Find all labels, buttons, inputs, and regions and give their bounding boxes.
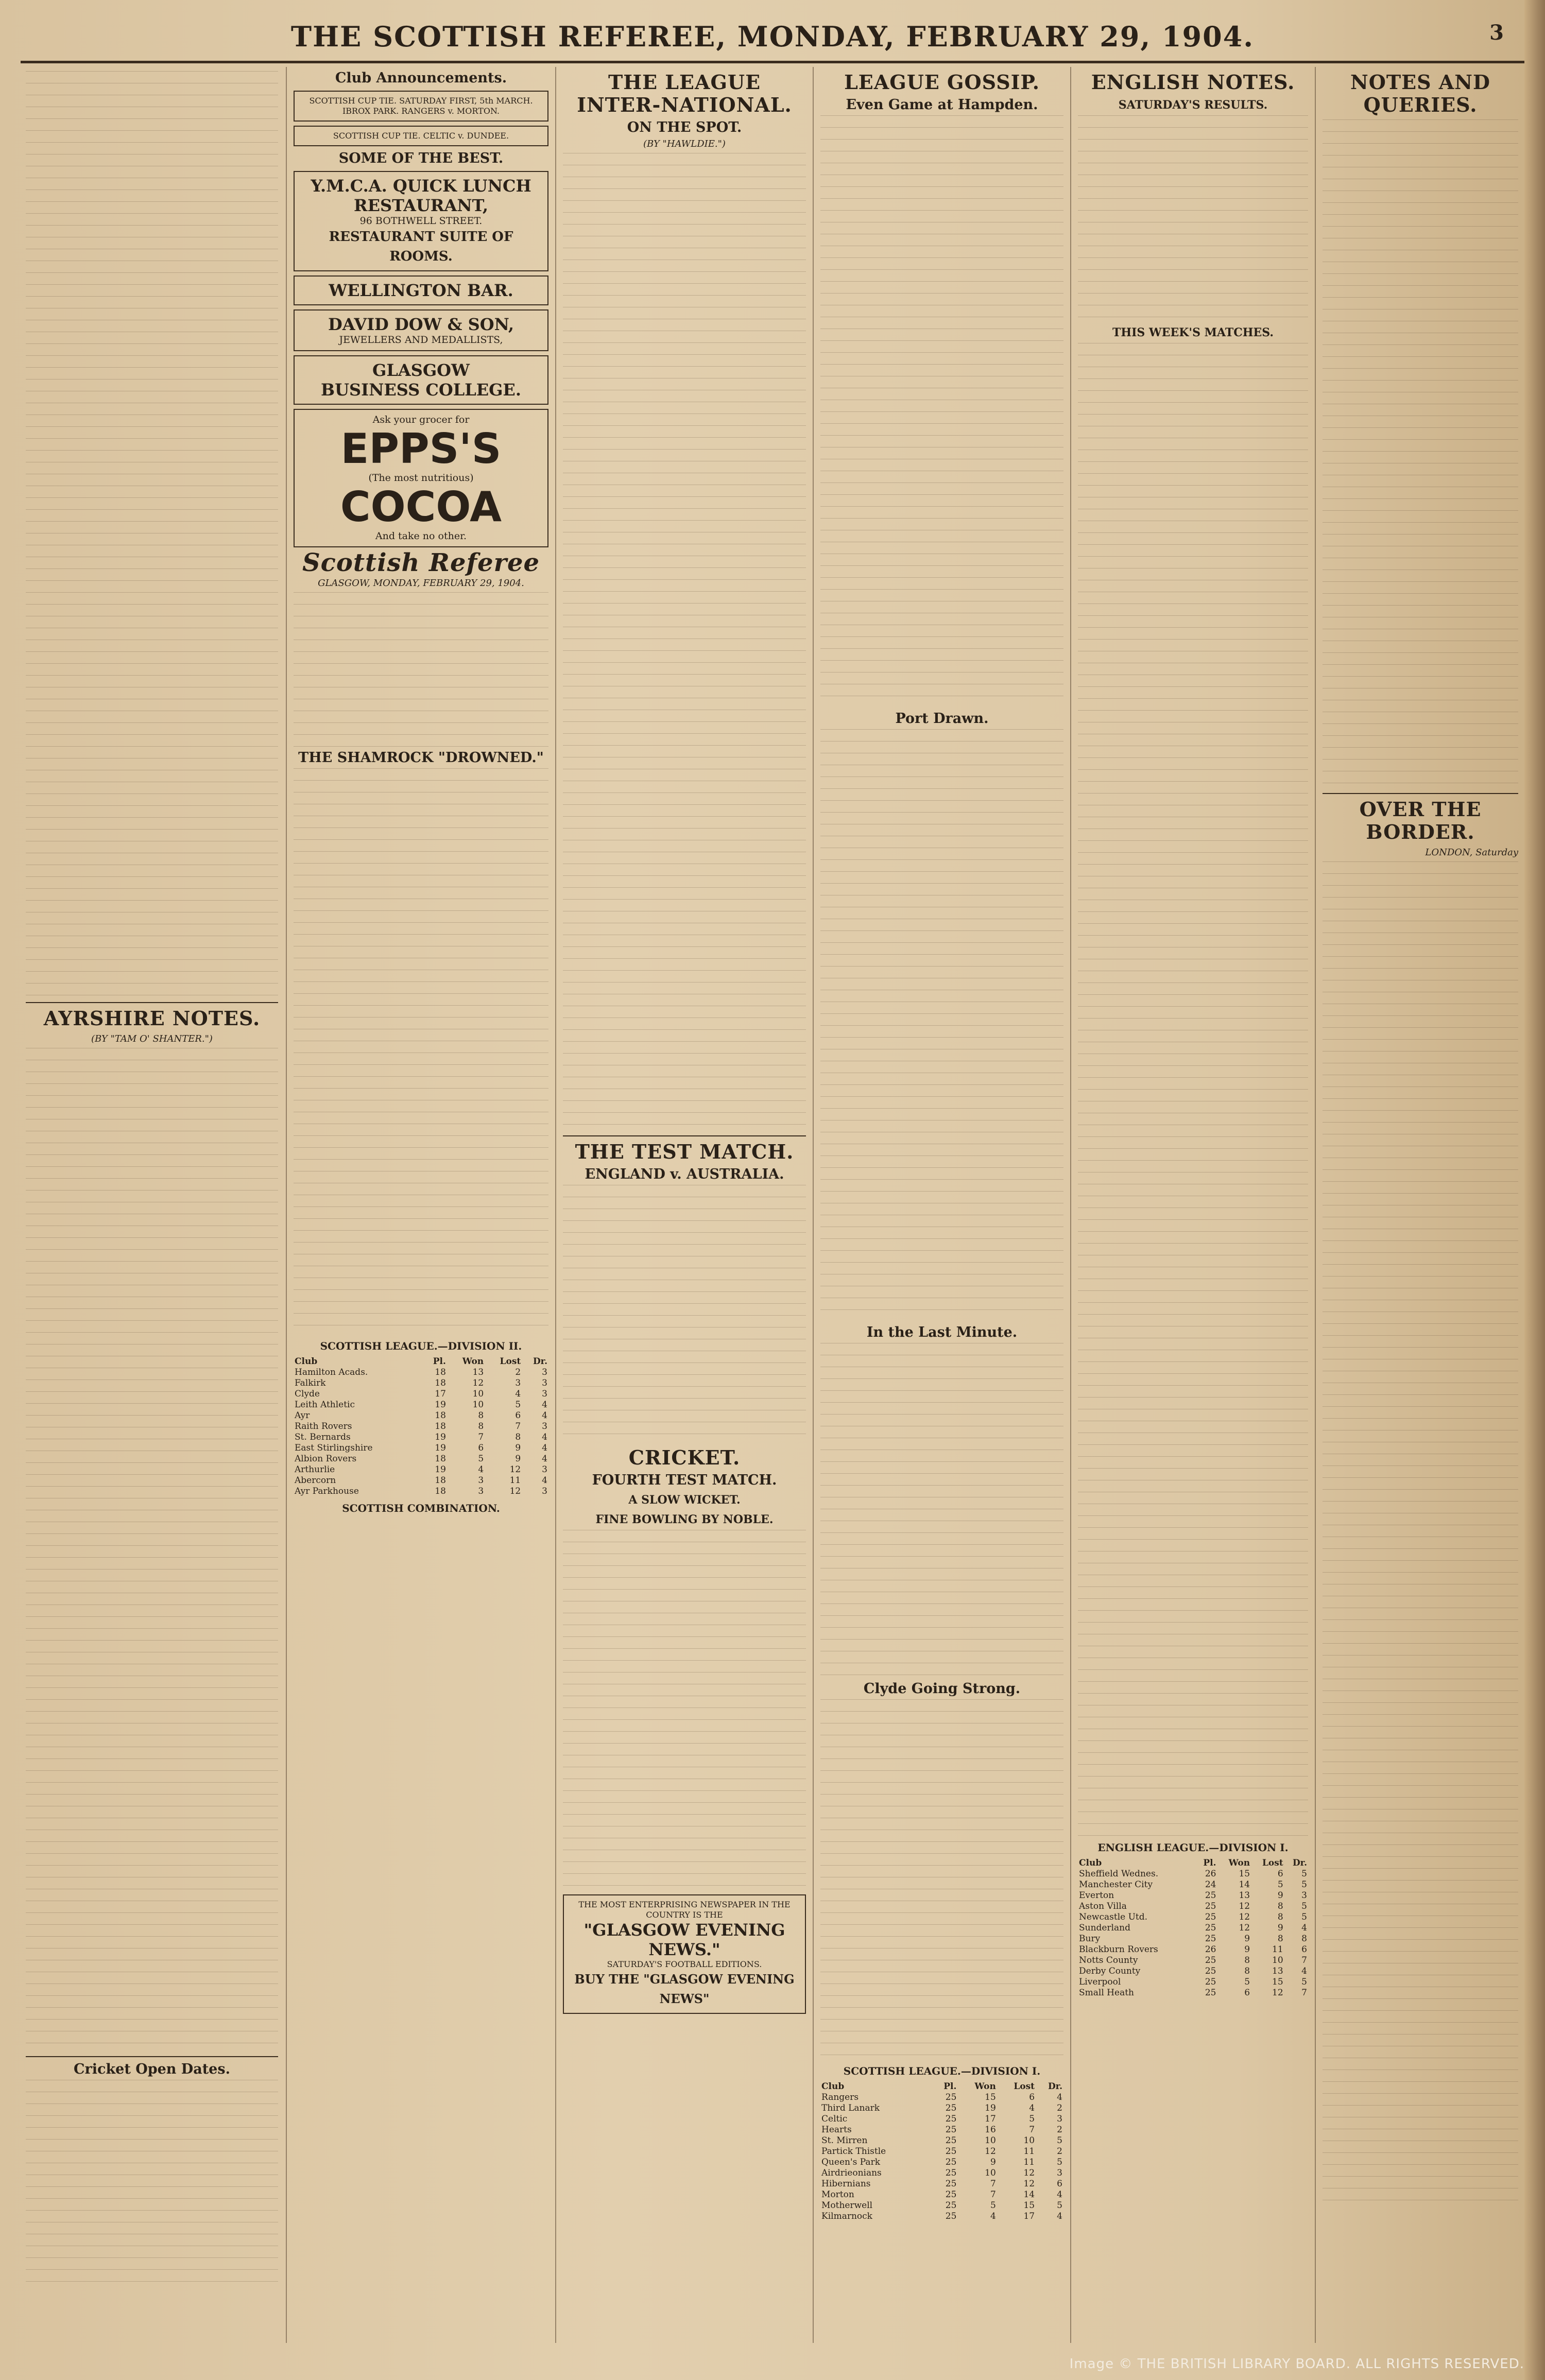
text-block — [820, 729, 1063, 1321]
column-6 — [1317, 67, 1523, 2343]
saturday-report: SATURDAY'S FOOTBALL EDITIONS. — [607, 1959, 762, 1969]
text-block — [294, 768, 548, 1335]
column-rule — [286, 67, 287, 2343]
college-line-1: GLASGOW — [372, 360, 470, 380]
table-row: Blackburn Rovers 26 9 11 6 — [1079, 1944, 1307, 1955]
league1-table — [820, 2081, 1063, 2222]
text-block — [563, 1530, 806, 1890]
noble-heading: FINE BOWLING BY NOBLE. — [595, 1513, 774, 1526]
table-row: East Stirlingshire 19 6 9 4 — [295, 1443, 547, 1453]
table-row: Motherwell 25 5 15 5 — [821, 2200, 1062, 2211]
page-number: 3 — [1489, 21, 1504, 45]
masthead-rule — [21, 61, 1524, 63]
league1-heading: SCOTTISH LEAGUE.—DIVISION I. — [843, 2065, 1041, 2077]
text-block — [294, 592, 548, 747]
table-row: Partick Thistle 25 12 11 2 — [821, 2146, 1062, 2157]
buy-line: BUY THE "GLASGOW EVENING NEWS" — [574, 1972, 795, 2006]
test-subheading: ENGLAND v. AUSTRALIA. — [585, 1166, 784, 1182]
restaurant-title: RESTAURANT SUITE OF ROOMS. — [329, 229, 513, 264]
referee-logo: Scottish Referee — [302, 548, 540, 577]
table-row: St. Mirren 25 10 10 5 — [821, 2135, 1062, 2146]
text-block — [26, 1048, 278, 2052]
table-row: Raith Rovers 18 8 7 3 — [295, 1421, 547, 1432]
cup-tie-ad: SCOTTISH CUP TIE. SATURDAY FIRST, 5th MARCH. IBROX PARK. RANGERS v. MORTON. — [294, 91, 548, 122]
table-row: Abercorn 18 3 11 4 — [295, 1475, 547, 1486]
column-rule — [813, 67, 814, 2343]
port-drawn: Port Drawn. — [895, 711, 989, 727]
last-minute: In the Last Minute. — [866, 1324, 1018, 1340]
evening-news-ad — [563, 1894, 806, 2014]
border-dateline: LONDON, Saturday — [1425, 847, 1518, 858]
table-row: Sunderland 25 12 9 4 — [1079, 1923, 1307, 1933]
college-ad — [294, 355, 548, 405]
text-block — [820, 1699, 1063, 2060]
table-row: Hibernians 25 7 12 6 — [821, 2179, 1062, 2189]
table-row: Albion Rovers 18 5 9 4 — [295, 1454, 547, 1464]
cup-tie-ad: SCOTTISH CUP TIE. CELTIC v. DUNDEE. — [294, 126, 548, 146]
text-block — [820, 115, 1063, 708]
cricket-dates-heading: Cricket Open Dates. — [74, 2061, 230, 2077]
cocoa-subtitle: And take no other. — [375, 530, 467, 542]
text-block — [1323, 119, 1518, 789]
results-heading: SATURDAY'S RESULTS. — [1118, 98, 1268, 112]
evening-news-title: "GLASGOW EVENING NEWS." — [583, 1920, 785, 1959]
ymca-address: 96 BOTHWELL STREET. — [359, 215, 483, 227]
table-row: Everton 25 13 9 3 — [1079, 1890, 1307, 1901]
table-row: Leith Athletic 19 10 5 4 — [295, 1400, 547, 1410]
wellington-title: WELLINGTON BAR. — [329, 281, 513, 300]
college-line-2: BUSINESS COLLEGE. — [321, 380, 521, 400]
table-row: Kilmarnock 25 4 17 4 — [821, 2211, 1062, 2221]
ayrshire-byline: (BY "TAM O' SHANTER.") — [91, 1033, 213, 1044]
column-4 — [815, 67, 1069, 2343]
ayrshire-heading: AYRSHIRE NOTES. — [43, 1007, 261, 1030]
epps-title: EPPS'S — [340, 425, 502, 473]
masthead: THE SCOTTISH REFEREE, MONDAY, FEBRUARY 29, 1904. — [290, 20, 1255, 53]
international-heading: THE LEAGUE INTER-NATIONAL. — [577, 71, 792, 116]
table-row: Ayr Parkhouse 18 3 12 3 — [295, 1486, 547, 1496]
even-game: Even Game at Hampden. — [846, 97, 1038, 113]
table-row: Celtic 25 17 5 3 — [821, 2114, 1062, 2124]
column-2 — [288, 67, 554, 2343]
table-row: Arthurlie 19 4 12 3 — [295, 1464, 547, 1475]
table-header: Club Pl. Won Lost Dr. — [295, 1356, 547, 1367]
text-block — [563, 1185, 806, 1442]
text-block — [1078, 343, 1308, 1836]
combination-heading: SCOTTISH COMBINATION. — [342, 1502, 500, 1514]
border-heading: OVER THE BORDER. — [1359, 798, 1482, 843]
table-row: Aston Villa 25 12 8 5 — [1079, 1901, 1307, 1911]
table-row: Airdrieonians 25 10 12 3 — [821, 2168, 1062, 2178]
dow-subtitle: JEWELLERS AND MEDALLISTS, — [339, 334, 503, 346]
epps-subtitle: (The most nutritious) — [368, 472, 474, 484]
on-the-spot: ON THE SPOT. — [627, 119, 742, 135]
cocoa-title: COCOA — [340, 483, 502, 531]
column-rule — [1070, 67, 1071, 2343]
table-row: Morton 25 7 14 4 — [821, 2189, 1062, 2200]
divider — [26, 2056, 278, 2057]
divider — [1323, 793, 1518, 794]
clyde-strong: Clyde Going Strong. — [863, 1681, 1021, 1697]
text-block — [563, 153, 806, 1131]
cricket-heading: CRICKET. — [628, 1446, 741, 1469]
gossip-heading: LEAGUE GOSSIP. — [844, 71, 1040, 94]
international-byline: (BY "HAWLDIE.") — [643, 139, 726, 149]
test-heading: THE TEST MATCH. — [575, 1140, 794, 1163]
divider — [26, 1002, 278, 1003]
english-league-table — [1078, 1858, 1308, 1998]
table-row: Ayr 18 8 6 4 — [295, 1410, 547, 1421]
table-row: Sheffield Wednes. 26 15 6 5 — [1079, 1869, 1307, 1879]
table-header: Club Pl. Won Lost Dr. — [821, 2081, 1062, 2092]
table-row: Clyde 17 10 4 3 — [295, 1389, 547, 1399]
shamrock-heading: THE SHAMROCK "DROWNED." — [298, 750, 544, 766]
text-block — [1323, 861, 1518, 2200]
table-row: Derby County 25 8 13 4 — [1079, 1966, 1307, 1976]
table-row: Falkirk 18 12 3 3 — [295, 1378, 547, 1388]
table-row: St. Bernards 19 7 8 4 — [295, 1432, 547, 1442]
dow-title: DAVID DOW & SON, — [328, 315, 514, 334]
table-row: Newcastle Utd. 25 12 8 5 — [1079, 1912, 1307, 1922]
league2-table — [294, 1356, 548, 1497]
english-league-heading: ENGLISH LEAGUE.—DIVISION I. — [1097, 1841, 1289, 1854]
dow-ad — [294, 309, 548, 351]
column-1 — [21, 67, 283, 2343]
best-heading: SOME OF THE BEST. — [338, 150, 504, 166]
slow-wicket: A SLOW WICKET. — [628, 1493, 741, 1507]
table-row: Queen's Park 25 9 11 5 — [821, 2157, 1062, 2167]
credit-line: Image © THE BRITISH LIBRARY BOARD. ALL RIGHTS RESERVED. — [1069, 2356, 1524, 2372]
table-row: Bury 25 9 8 8 — [1079, 1934, 1307, 1944]
english-heading: ENGLISH NOTES. — [1091, 71, 1295, 94]
text-block — [1078, 115, 1308, 321]
enterprising-line: THE MOST ENTERPRISING NEWSPAPER IN THE COUNTRY IS THE — [578, 1900, 791, 1920]
table-row: Manchester City 24 14 5 5 — [1079, 1879, 1307, 1890]
table-row: Rangers 25 15 6 4 — [821, 2092, 1062, 2102]
epps-ask: Ask your grocer for — [372, 414, 470, 425]
text-block — [820, 1343, 1063, 1678]
wellington-ad — [294, 275, 548, 305]
this-week-heading: THIS WEEK'S MATCHES. — [1112, 326, 1274, 339]
table-row: Hamilton Acads. 18 13 2 3 — [295, 1367, 547, 1377]
column-rule — [1315, 67, 1316, 2343]
table-row: Third Lanark 25 19 4 2 — [821, 2103, 1062, 2113]
queries-heading: NOTES AND QUERIES. — [1350, 71, 1490, 116]
table-row: Small Heath 25 6 12 7 — [1079, 1988, 1307, 1998]
text-block — [26, 71, 278, 998]
page-edge — [1524, 0, 1545, 2380]
dateline: GLASGOW, MONDAY, FEBRUARY 29, 1904. — [318, 578, 524, 589]
fourth-test: FOURTH TEST MATCH. — [592, 1472, 777, 1488]
league2-heading: SCOTTISH LEAGUE.—DIVISION II. — [320, 1340, 522, 1352]
divider — [563, 1135, 806, 1136]
ymca-ad — [294, 171, 548, 271]
table-row: Liverpool 25 5 15 5 — [1079, 1977, 1307, 1987]
column-3 — [558, 67, 811, 2343]
table-header: Club Pl. Won Lost Dr. — [1079, 1858, 1307, 1868]
text-block — [26, 2080, 278, 2286]
clubs-heading: Club Announcements. — [335, 70, 507, 86]
table-row: Notts County 25 8 10 7 — [1079, 1955, 1307, 1965]
column-5 — [1073, 67, 1313, 2343]
ymca-title: Y.M.C.A. QUICK LUNCH RESTAURANT, — [311, 176, 531, 215]
table-row: Hearts 25 16 7 2 — [821, 2125, 1062, 2135]
column-rule — [555, 67, 556, 2343]
epps-ad — [294, 409, 548, 547]
